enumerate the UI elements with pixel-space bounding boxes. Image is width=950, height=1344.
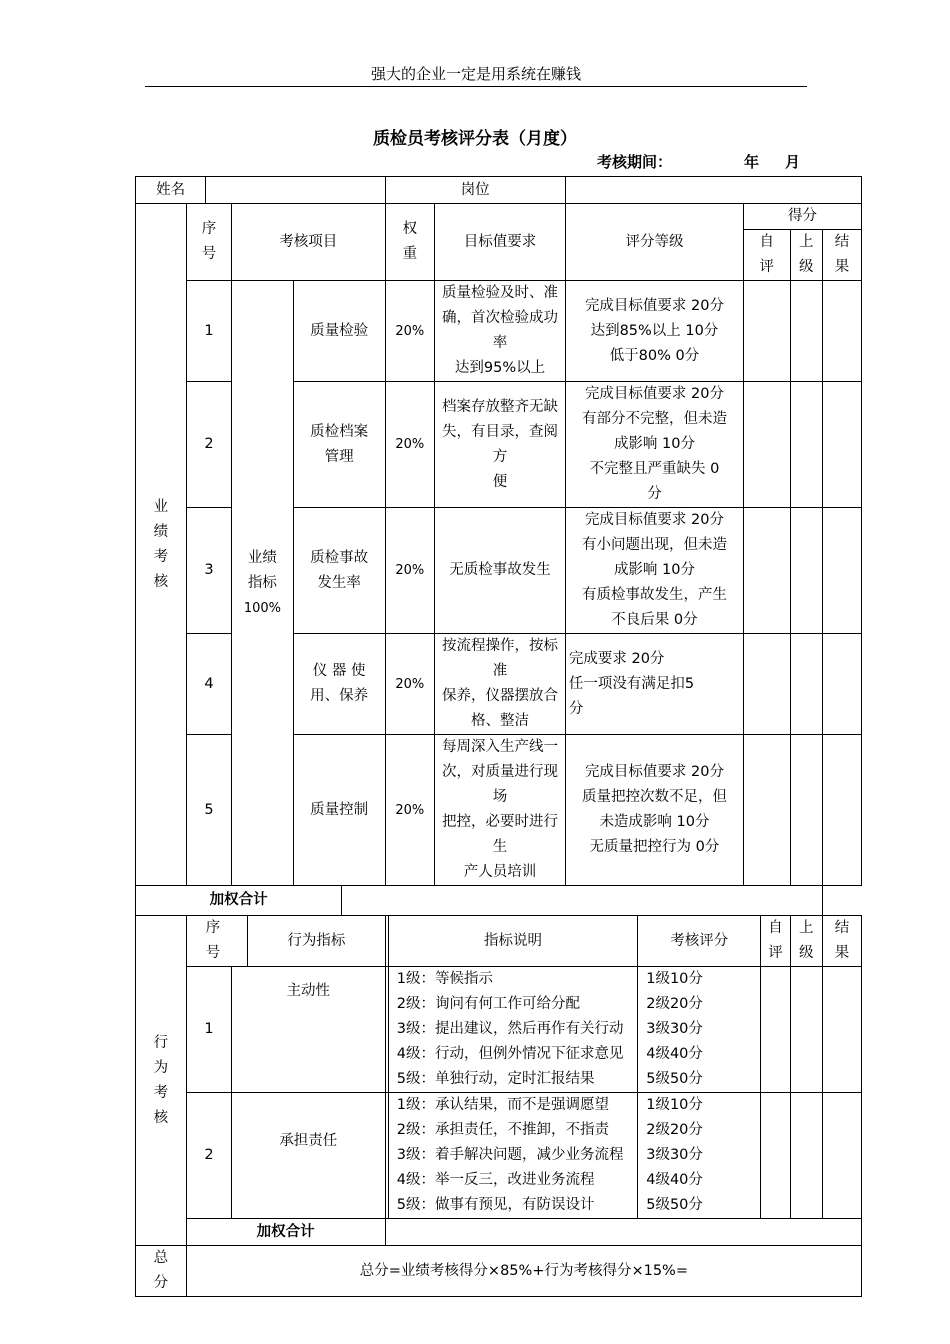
form-title: 质检员考核评分表（月度） [373, 129, 577, 149]
behavior-row-name: 承担责任 [232, 1093, 385, 1219]
perf-item-header: 考核项目 [232, 204, 385, 281]
page-header: 强大的企业一定是用系统在赚钱 [145, 62, 807, 87]
perf-row-item: 仪 器 使 用、保养 [293, 634, 385, 735]
behavior-seq-header-text: 序 号 [206, 916, 248, 967]
perf-header-row [136, 204, 862, 230]
period-month: 月 [785, 153, 801, 171]
result-cell[interactable] [822, 735, 861, 886]
behavior-desc-header: 指标说明 [388, 916, 637, 967]
result-cell[interactable] [822, 382, 861, 508]
perf-row-no: 3 [186, 508, 231, 634]
self-score-cell[interactable] [744, 382, 790, 508]
behavior-row-no: 1 [186, 967, 231, 1093]
perf-grade-header: 评分等级 [565, 204, 743, 281]
period-year: 年 [744, 153, 760, 171]
behavior-row-no: 2 [186, 1093, 231, 1219]
perf-subtotal-row [136, 886, 862, 916]
perf-row-no: 5 [186, 735, 231, 886]
behavior-row-desc: 1级：等候指示 2级：询问有何工作可给分配 3级：提出建议，然后再作有关行动 4级：行动，但例外情况下征求意见 5级：单独行动，定时汇报结果 [388, 967, 637, 1093]
perf-row-grade: 完成目标值要求 20分 有部分不完整，但未造 成影响 10分 不完整且严重缺失 0 分 [565, 382, 743, 508]
total-label: 总 分 [136, 1246, 187, 1297]
behavior-row-eval: 1级10分 2级20分 3级30分 4级40分 5级50分 [638, 967, 761, 1093]
behavior-sup-header: 上 级 [790, 916, 822, 967]
perf-row-item: 质量检验 [293, 281, 385, 382]
behavior-subtotal-label: 加权合计 [186, 1219, 385, 1246]
self-score-cell[interactable] [744, 508, 790, 634]
behavior-self-header: 自 评 [761, 916, 790, 967]
perf-row-no: 1 [186, 281, 231, 382]
name-label: 姓名 [136, 177, 206, 204]
sup-score-cell[interactable] [790, 382, 822, 508]
behavior-row [136, 967, 862, 1093]
self-score-cell[interactable] [744, 281, 790, 382]
assessment-table [135, 176, 862, 1297]
behavior-seq-header [186, 916, 205, 967]
behavior-subtotal-row [136, 1219, 862, 1246]
result-cell[interactable] [822, 508, 861, 634]
total-row [136, 1246, 862, 1297]
perf-res-header: 结 果 [822, 230, 861, 281]
perf-row-target: 每周深入生产线一 次，对质量进行现场 把控，必要时进行生 产人员培训 [435, 735, 566, 886]
perf-subtotal-value[interactable] [342, 886, 823, 916]
perf-row-no: 4 [186, 634, 231, 735]
perf-row-weight: 20% [385, 508, 435, 634]
sup-score-cell[interactable] [790, 281, 822, 382]
behavior-res-header: 结 果 [822, 916, 861, 967]
perf-row-target: 按流程操作，按标准 保养，仪器摆放合 格、整洁 [435, 634, 566, 735]
self-score-cell[interactable] [761, 1093, 790, 1219]
post-field[interactable] [565, 177, 861, 204]
self-score-cell[interactable] [744, 735, 790, 886]
perf-self-header: 自 评 [744, 230, 790, 281]
perf-target-header: 目标值要求 [435, 204, 566, 281]
perf-sup-header: 上 级 [790, 230, 822, 281]
perf-subtotal-label: 加权合计 [136, 886, 342, 916]
sup-score-cell[interactable] [790, 735, 822, 886]
perf-weight-header: 权 重 [385, 204, 435, 281]
behavior-row-name: 主动性 [232, 967, 385, 1093]
behavior-row-eval: 1级10分 2级20分 3级30分 4级40分 5级50分 [638, 1093, 761, 1219]
perf-row-item: 质检档案 管理 [293, 382, 385, 508]
perf-row-target: 质量检验及时、准 确，首次检验成功率 达到95%以上 [435, 281, 566, 382]
perf-row-target: 档案存放整齐无缺 失，有目录，查阅方 便 [435, 382, 566, 508]
perf-row-item: 质检事故 发生率 [293, 508, 385, 634]
result-cell[interactable] [822, 967, 861, 1093]
result-cell[interactable] [822, 281, 861, 382]
perf-row [136, 281, 862, 382]
perf-row-grade: 完成目标值要求 20分 达到85%以上 10分 低于80% 0分 [565, 281, 743, 382]
post-label: 岗位 [385, 177, 565, 204]
sup-score-cell[interactable] [790, 1093, 822, 1219]
self-score-cell[interactable] [761, 967, 790, 1093]
result-cell[interactable] [822, 1093, 861, 1219]
info-row [136, 177, 862, 204]
behavior-section-label: 行 为 考 核 [136, 916, 187, 1246]
perf-seq-header: 序 号 [186, 204, 231, 281]
perf-score-header: 得分 [744, 204, 862, 230]
perf-row-weight: 20% [385, 382, 435, 508]
result-cell[interactable] [822, 634, 861, 735]
behavior-row-desc: 1级：承认结果，而不是强调愿望 2级：承担责任，不推卸，不指责 3级：着手解决问题，减少业务流程 4级：举一反三，改进业务流程 5级：做事有预见，有防误设计 [388, 1093, 637, 1219]
sup-score-cell[interactable] [790, 967, 822, 1093]
period-label: 考核期间： [597, 153, 673, 171]
sup-score-cell[interactable] [790, 634, 822, 735]
self-score-cell[interactable] [744, 634, 790, 735]
behavior-row [136, 1093, 862, 1219]
perf-category: 业绩 指标 100% [232, 281, 294, 886]
behavior-indicator-header: 行为指标 [248, 916, 385, 967]
perf-row-no: 2 [186, 382, 231, 508]
behavior-subtotal-value[interactable] [385, 1219, 861, 1246]
perf-row-grade: 完成目标值要求 20分 有小问题出现，但未造 成影响 10分 有质检事故发生，产生 不良后果 0分 [565, 508, 743, 634]
perf-row-weight: 20% [385, 735, 435, 886]
behavior-eval-header: 考核评分 [638, 916, 761, 967]
perf-row-grade: 完成目标值要求 20分 质量把控次数不足，但 未造成影响 10分 无质量把控行为 0分 [565, 735, 743, 886]
perf-row-grade: 完成要求 20分 任一项没有满足扣5 分 [565, 634, 743, 735]
name-field[interactable] [206, 177, 385, 204]
sup-score-cell[interactable] [790, 508, 822, 634]
total-formula: 总分=业绩考核得分×85%+行为考核得分×15%= [186, 1246, 861, 1297]
perf-section-label: 业 绩 考 核 [136, 204, 187, 886]
behavior-header-row [136, 916, 862, 967]
perf-row-weight: 20% [385, 634, 435, 735]
perf-row-weight: 20% [385, 281, 435, 382]
assessment-period [597, 151, 800, 172]
perf-row-target: 无质检事故发生 [435, 508, 566, 634]
perf-row-item: 质量控制 [293, 735, 385, 886]
